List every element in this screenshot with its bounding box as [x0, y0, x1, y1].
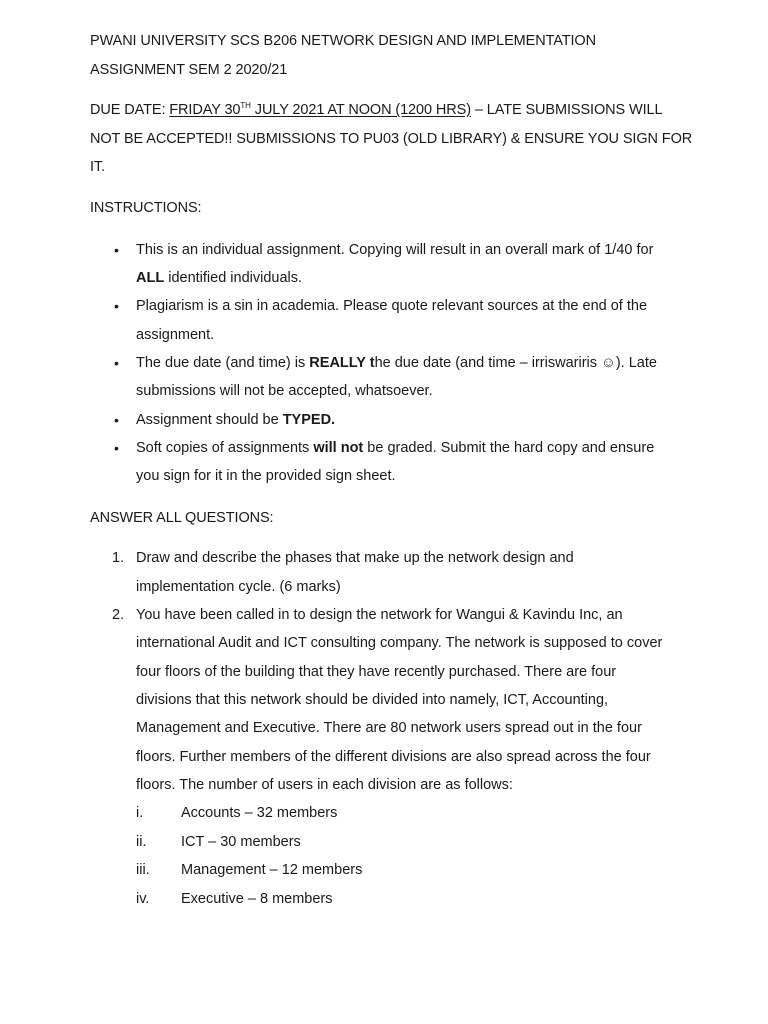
instruction-5-part-a: Soft copies of assignments: [136, 440, 314, 456]
division-item: Management – 12 members: [181, 862, 363, 878]
instruction-3-part-b: he due date (and time – irriswariris ☺). Late: [374, 355, 657, 371]
instruction-2-line1: Plagiarism is a sin in academia. Please quote relevant sources at the end of the: [136, 298, 648, 314]
question-2-number: 2.: [112, 607, 125, 623]
due-date-rest: JULY 2021 AT NOON (1200 HRS): [250, 102, 471, 118]
instruction-1-line2: [136, 268, 302, 288]
instructions-heading: INSTRUCTIONS:: [90, 200, 202, 216]
instruction-1-rest: identified individuals.: [164, 270, 303, 286]
division-numeral: iii.: [136, 862, 150, 878]
questions-heading: ANSWER ALL QUESTIONS:: [90, 510, 274, 526]
division-numeral: i.: [136, 805, 144, 821]
instruction-5-bold: will not: [313, 440, 364, 456]
due-date-line2: NOT BE ACCEPTED!! SUBMISSIONS TO PU03 (OLD LIBRARY) & ENSURE YOU SIGN FOR: [90, 131, 693, 147]
question-2-line5: Management and Executive. There are 80 network users spread out in the four: [136, 720, 642, 736]
instruction-5-line1: [136, 438, 654, 458]
instruction-4-part-a: Assignment should be: [136, 412, 283, 428]
instruction-3-bold: REALLY t: [309, 355, 375, 371]
instruction-4-bold: TYPED.: [282, 412, 336, 428]
division-numeral: ii.: [136, 834, 147, 850]
bullet-marker: •: [114, 440, 119, 456]
due-date-ordinal: TH: [240, 101, 251, 110]
question-2-line2: international Audit and ICT consulting company. The network is supposed to cover: [136, 635, 663, 651]
instruction-3-line2: submissions will not be accepted, whatsoever.: [136, 383, 433, 399]
question-2-line6: floors. Further members of the different divisions are also spread across the four: [136, 749, 651, 765]
instruction-3-part-a: The due date (and time) is: [136, 355, 310, 371]
instruction-1-line1: This is an individual assignment. Copying will result in an overall mark of 1/40 for: [136, 242, 654, 258]
question-1-line1: Draw and describe the phases that make up the network design and: [136, 550, 574, 566]
instruction-2-line2: assignment.: [136, 327, 215, 343]
bullet-marker: •: [114, 242, 119, 258]
bullet-marker: •: [114, 412, 119, 428]
question-2-line1: You have been called in to design the network for Wangui & Kavindu Inc, an: [136, 607, 623, 623]
question-1-line2: implementation cycle. (6 marks): [136, 579, 341, 595]
due-date-day: FRIDAY 30: [169, 102, 241, 118]
question-2-line7: floors. The number of users in each division are as follows:: [136, 777, 513, 793]
instruction-4-line1: [136, 410, 335, 430]
question-2-line4: divisions that this network should be divided into namely, ICT, Accounting,: [136, 692, 609, 708]
document-title-line1: PWANI UNIVERSITY SCS B206 NETWORK DESIGN AND IMPLEMENTATION: [90, 33, 596, 49]
question-2-line3: four floors of the building that they have recently purchased. There are four: [136, 664, 617, 680]
due-date-line1: [90, 100, 662, 120]
division-item: Accounts – 32 members: [181, 805, 338, 821]
due-date-line3: IT.: [90, 159, 106, 175]
bullet-marker: •: [114, 355, 119, 371]
division-item: Executive – 8 members: [181, 891, 333, 907]
instruction-5-part-b: be graded. Submit the hard copy and ensure: [363, 440, 655, 456]
document-title-line2: ASSIGNMENT SEM 2 2020/21: [90, 62, 288, 78]
division-numeral: iv.: [136, 891, 150, 907]
due-date-value: [169, 102, 471, 118]
question-1-number: 1.: [112, 550, 125, 566]
due-date-suffix: – LATE SUBMISSIONS WILL: [470, 102, 663, 118]
bullet-marker: •: [114, 298, 119, 314]
instruction-3-line1: [136, 353, 657, 373]
due-date-prefix: DUE DATE:: [90, 102, 170, 118]
instruction-1-bold: ALL: [136, 270, 165, 286]
instruction-5-line2: you sign for it in the provided sign sheet.: [136, 468, 396, 484]
division-item: ICT – 30 members: [181, 834, 301, 850]
